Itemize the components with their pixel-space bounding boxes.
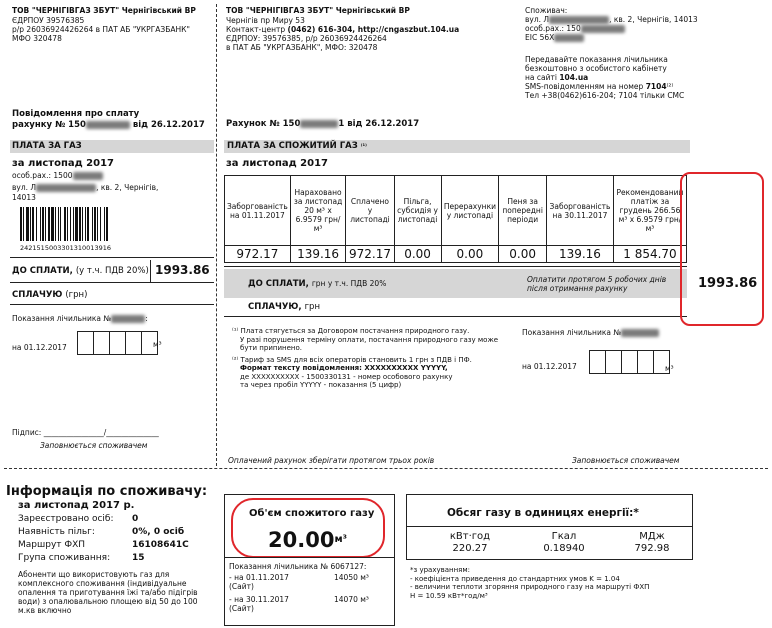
- table-header-cell: Сплачено у листопаді: [346, 176, 394, 246]
- left-to-pay-label: ДО СПЛАТИ, (у т.ч. ПДВ 20%): [12, 266, 149, 276]
- meter-row-value: 14050 м³: [334, 573, 369, 582]
- submit-line-5: Тел +38(0462)616-204; 7104 тільки СМС: [525, 91, 685, 100]
- left-account: р/р 26036924426264 в ПАТ АБ "УКРГАЗБАНК": [12, 25, 190, 34]
- keep-note: Оплачений рахунок зберігати протягом трьох років: [228, 456, 435, 465]
- energy-value: 0.18940: [543, 543, 585, 554]
- highlight-recommended: [680, 172, 764, 326]
- note2-a: ⁽²⁾ Тариф за SMS для всіх операторів становить 1 грн з ПДВ і ПФ.: [232, 355, 472, 364]
- energy-note-3: - величини теплоти згоряння природного газу на маршруті ФХП: [410, 583, 650, 591]
- table-value-cell: 139.16: [290, 246, 345, 263]
- barcode-number: 2421515003301310013916: [20, 244, 111, 252]
- energy-value: 792.98: [634, 543, 670, 554]
- right-meter-label: Показання лічильника №: [522, 328, 659, 337]
- note1-a: ⁽¹⁾ Плата стягується за Договором постачання природного газу.: [232, 327, 470, 335]
- info-title: Інформація по споживачу:: [6, 484, 208, 499]
- right-to-pay-label: ДО СПЛАТИ, грн у т.ч. ПДВ 20%: [248, 279, 387, 289]
- volume-value: $20.00^{м^3}$: [268, 528, 347, 552]
- consumer-label: Споживач:: [525, 6, 568, 15]
- table-value-cell: 0.00: [441, 246, 499, 263]
- left-company: ТОВ "ЧЕРНІГІВГАЗ ЗБУТ" Чернігівський ВР: [12, 6, 196, 15]
- left-notice-title: Повідомлення про сплату: [12, 109, 140, 119]
- left-paying-label: СПЛАЧУЮ (грн): [12, 290, 88, 300]
- subscriber-note: Абоненти що використовують газ для комплексного споживання (індивідуальне опалення та приготування їжі та/або підігрів води) з опалювальною площею від 50 до 100 м.кв включно: [18, 570, 198, 615]
- left-to-pay-value: 1993.86: [155, 263, 210, 277]
- info-row-value: 0: [132, 514, 139, 524]
- charges-table: [224, 175, 687, 263]
- left-mfo: МФО 320478: [12, 34, 62, 43]
- footnotes: [232, 327, 498, 390]
- left-address: вул. Л , кв. 2, Чернігів,: [12, 183, 159, 192]
- table-value-cell: 0.00: [394, 246, 441, 263]
- info-row-value: 0%, 0 осіб: [132, 527, 185, 537]
- energy-unit: кВт·год: [449, 531, 491, 542]
- right-filled-by: Заповнюється споживачем: [572, 456, 680, 465]
- left-meter-label: Показання лічильника № :: [12, 314, 148, 323]
- invoice-number: Рахунок № 150 1 від 26.12.2017: [226, 119, 420, 129]
- consumer-eic: EIC 56X: [525, 33, 584, 42]
- info-row-label: Наявність пільг:: [18, 527, 95, 537]
- table-value-cell: 139.16: [546, 246, 613, 263]
- right-company: ТОВ "ЧЕРНІГІВГАЗ ЗБУТ" Чернігівський ВР: [226, 6, 410, 15]
- cut-line-vertical: [216, 4, 217, 466]
- right-address: Чернігів пр Миру 53: [226, 16, 305, 25]
- energy-note-1: *з урахуванням:: [410, 566, 471, 574]
- energy-title: Обсяг газу в одиницях енергії:*: [447, 507, 639, 519]
- left-address-zip: 14013: [12, 193, 36, 202]
- table-value-cell: 0.00: [499, 246, 547, 263]
- meter-row-sub: (Сайт): [229, 582, 254, 591]
- left-meter-unit: м³: [153, 340, 162, 349]
- submit-line-1: Передавайте показання лічильника: [525, 55, 668, 64]
- right-bank: в ПАТ АБ "УКРГАЗБАНК", МФО: 320478: [226, 43, 378, 52]
- right-meter-date: на 01.12.2017: [522, 362, 577, 371]
- left-meter-date: на 01.12.2017: [12, 343, 67, 352]
- submit-line-4: SMS-повідомленням на номер 7104⁽²⁾: [525, 82, 674, 91]
- pay-consumed-gas: ПЛАТА ЗА СПОЖИТИЙ ГАЗ $^{^{(1)}}$: [224, 140, 690, 153]
- table-header-cell: Пільга, субсидія у листопаді: [394, 176, 441, 246]
- meter-row-label: - на 01.11.2017: [229, 573, 289, 582]
- note2-d: та через пробіл YYYYY - показання (5 цифр): [240, 381, 402, 389]
- note1-c: бути припинено.: [240, 344, 302, 352]
- volume-title: Об'єм спожитого газу: [249, 508, 375, 519]
- right-period: за листопад 2017: [226, 158, 329, 169]
- energy-unit: МДж: [639, 531, 665, 542]
- table-header-cell: Перерахунки у листопаді: [441, 176, 499, 246]
- right-edrpou: ЄДРПОУ: 39576385, р/р 26036924426264: [226, 34, 387, 43]
- highlight-volume: [231, 498, 385, 558]
- left-signature[interactable]: Підпис: ________________/______________: [12, 428, 159, 437]
- cut-line-horizontal: [4, 468, 768, 469]
- energy-notes: [410, 566, 649, 600]
- energy-note-4: Н = 10.59 кВт*год/м³: [410, 591, 488, 600]
- bottom-meter-label: Показання лічильника № 6067127:: [229, 562, 367, 571]
- right-to-pay-value: 1993.86: [698, 276, 758, 291]
- right-meter-input[interactable]: [590, 350, 670, 374]
- left-filled-by: Заповнюється споживачем: [40, 441, 148, 450]
- meter-row-sub: (Сайт): [229, 604, 254, 613]
- right-meter-unit: м³: [665, 364, 674, 373]
- energy-value: 220.27: [452, 543, 488, 554]
- submit-line-3: на сайті 104.ua: [525, 73, 589, 82]
- note1-b: У разі порушення терміну оплати, постачання природного газу може: [240, 335, 499, 344]
- note2-c: де XXXXXXXXXX - 1500330131 - номер особового рахунку: [240, 372, 453, 381]
- barcode-image: [20, 207, 130, 241]
- energy-unit: Гкал: [551, 531, 577, 542]
- table-header-cell: Рекомендований платіж за грудень 266.56 м³ х 6.9579 грн/м³: [613, 176, 686, 246]
- meter-row-label: - на 30.11.2017: [229, 595, 289, 604]
- info-row-label: Маршрут ФХП: [18, 540, 86, 550]
- table-header-cell: Заборгованість на 01.11.2017: [225, 176, 291, 246]
- consumer-account: особ.рах.: 150: [525, 24, 625, 33]
- right-contact: Контакт-центр (0462) 616-304, http://cngaszbut.104.ua: [226, 25, 460, 34]
- consumer-address: вул. Л , кв. 2, Чернігів, 14013: [525, 15, 698, 24]
- left-meter-input[interactable]: [78, 331, 158, 355]
- table-value-cell: 1 854.70: [613, 246, 686, 263]
- info-period: за листопад 2017 р.: [18, 500, 135, 511]
- left-edrpou: ЄДРПОУ 39576385: [12, 16, 85, 25]
- to-pay-note-2: після отримання рахунку: [527, 284, 628, 293]
- energy-note-2: - коефіцієнта приведення до стандартних умов K = 1.04: [410, 574, 620, 583]
- table-header-cell: Заборгованість на 30.11.2017: [546, 176, 613, 246]
- left-period: за листопад 2017: [12, 158, 115, 169]
- info-row-value: 16108641С: [132, 540, 189, 550]
- meter-row-value: 14070 м³: [334, 595, 369, 604]
- left-pay-gas: ПЛАТА ЗА ГАЗ: [10, 140, 214, 153]
- submit-line-2: безкоштовно з особистого кабінету: [525, 64, 667, 73]
- table-header-cell: Нараховано за листопад 20 м³ х 6.9579 грн/м³: [290, 176, 345, 246]
- table-value-cell: 972.17: [225, 246, 291, 263]
- table-header-cell: Пеня за попередні періоди: [499, 176, 547, 246]
- left-personal-account: особ.рах.: 1500: [12, 171, 103, 180]
- left-notice-invoice: рахунку № 150 від 26.12.2017: [12, 120, 205, 130]
- table-value-cell: 972.17: [346, 246, 394, 263]
- info-row-label: Група споживання:: [18, 553, 111, 563]
- info-row-value: 15: [132, 553, 145, 563]
- to-pay-note-1: Оплатити протягом 5 робочих днів: [527, 275, 667, 284]
- note2-b: Формат тексту повідомлення: XXXXXXXXXX YYYYY,: [240, 364, 448, 372]
- info-row-label: Зареєстровано осіб:: [18, 514, 114, 524]
- right-paying-label: СПЛАЧУЮ, грн: [248, 302, 320, 312]
